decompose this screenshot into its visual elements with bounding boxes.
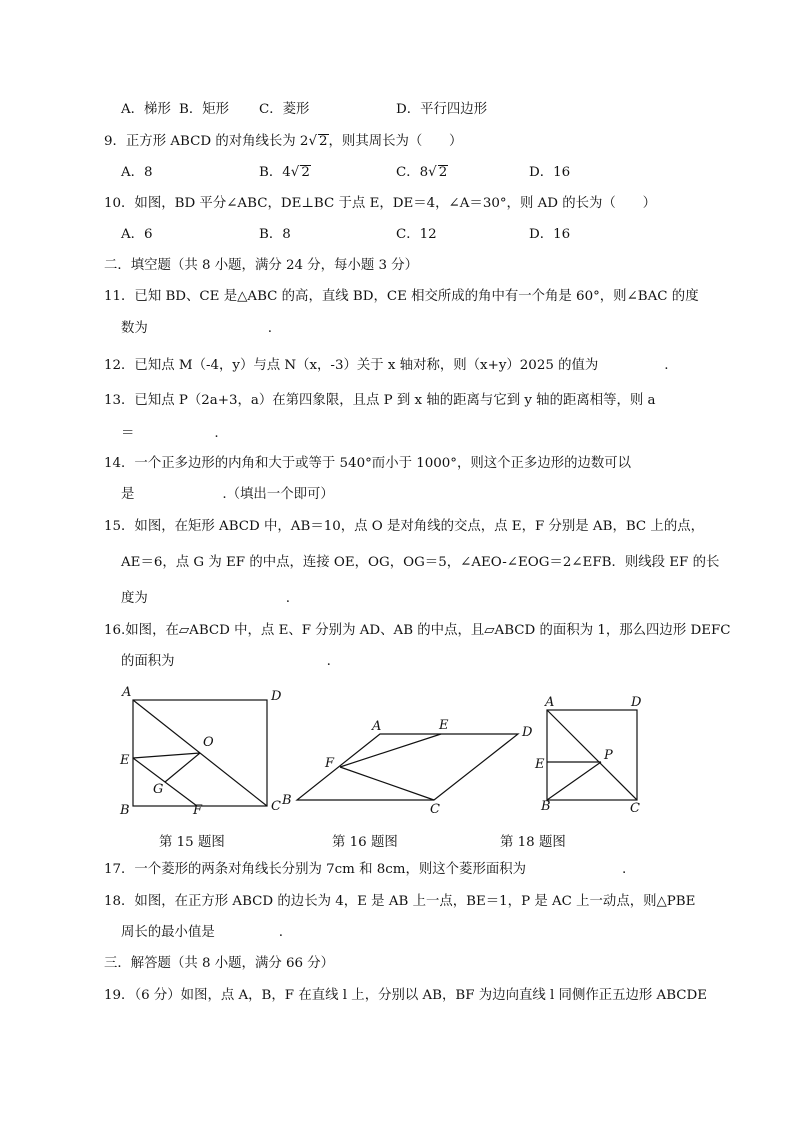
fig15-label-e: E [120, 753, 130, 768]
q15-line3: 度为 . [121, 591, 291, 606]
q8-option-d: D．平行四边形 [396, 102, 488, 117]
q15-line1: 15．如图，在矩形 ABCD 中，AB＝10，点 O 是对角线的交点，点 E，F 分别是 AB，BC 上的点， [104, 519, 704, 534]
fig18-label-p: P [604, 748, 613, 763]
q18-line1: 18．如图，在正方形 ABCD 的边长为 4，E 是 AB 上一点，BE＝1，P 是 AC 上一动点，则△PBE [104, 894, 696, 909]
q17-line1: 17．一个菱形的两条对角线长分别为 7cm 和 8cm，则这个菱形面积为 . [104, 862, 627, 877]
fig18-diagonal-ac [547, 710, 637, 800]
fig15-segment-eo [133, 753, 200, 758]
q9-stem: 9．正方形 ABCD 的对角线长为 2√ 2，则其周长为（ ） [104, 134, 463, 149]
q10-option-c: C．12 [396, 227, 437, 242]
q12-line1: 12．已知点 M（-4，y）与点 N（x，-3）关于 x 轴对称，则（x+y）2025 的值为 . [104, 358, 669, 373]
q8-option-b: B．矩形 [179, 102, 230, 117]
fig15-caption: 第 15 题图 [159, 835, 225, 850]
fig16-segment-fc [340, 767, 434, 800]
sqrt-symbol: √ 2 [308, 134, 328, 149]
fig15-label-c: C [271, 799, 281, 814]
fig16-caption: 第 16 题图 [332, 835, 398, 850]
q14-line1: 14．一个正多边形的内角和大于或等于 540°而小于 1000°，则这个正多边形的边数可以 [104, 456, 632, 471]
q16-line2: 的面积为 . [121, 654, 331, 669]
fig16-label-d: D [522, 725, 533, 740]
figures-row [0, 676, 794, 826]
q10-option-d: D．16 [529, 227, 571, 242]
q9-option-d: D．16 [529, 165, 571, 180]
section-3-heading: 三．解答题（共 8 小题，满分 66 分） [104, 956, 335, 971]
fig18-label-b: B [541, 799, 551, 814]
q14-line2: 是 .（填出一个即可） [121, 487, 334, 502]
fig16-label-c: C [430, 802, 440, 817]
q9-option-b: B．4√ 2 [259, 165, 310, 180]
fig15-label-b: B [120, 803, 130, 818]
fig18-label-e: E [535, 757, 545, 772]
fig18-caption: 第 18 题图 [500, 835, 566, 850]
q8-option-a: A．梯形 [121, 102, 171, 117]
figure-18 [547, 710, 637, 800]
q8-option-c: C．菱形 [259, 102, 310, 117]
q9-option-c: C．8√ 2 [396, 165, 448, 180]
q10-option-a: A．6 [121, 227, 153, 242]
fig15-segment-og [165, 753, 200, 782]
q16-line1: 16.如图，在▱ABCD 中，点 E、F 分别为 AD、AB 的中点，且▱ABCD 的面积为 1，那么四边形 DEFC [104, 623, 731, 638]
fig16-segment-ef [340, 734, 441, 767]
fig15-label-o: O [203, 735, 214, 750]
fig15-label-d: D [271, 689, 282, 704]
fig16-label-b: B [282, 793, 292, 808]
q13-line1: 13．已知点 P（2a+3，a）在第四象限，且点 P 到 x 轴的距离与它到 y 轴的距离相等，则 a [104, 393, 656, 408]
q11-line1: 11．已知 BD、CE 是△ABC 的高，直线 BD，CE 相交所成的角中有一个角是 60°，则∠BAC 的度 [104, 289, 699, 304]
fig16-label-a: A [372, 719, 382, 734]
fig15-label-a: A [122, 685, 132, 700]
fig18-label-c: C [630, 801, 640, 816]
fig16-label-f: F [325, 756, 335, 771]
q19-line1: 19．（6 分）如图，点 A，B，F 在直线 l 上，分别以 AB，BF 为边向直线 l 同侧作正五边形 ABCDE [104, 988, 708, 1003]
fig18-segment-pb [547, 762, 601, 800]
q10-option-b: B．8 [259, 227, 291, 242]
fig18-label-a: A [545, 695, 555, 710]
q15-line2: AE＝6，点 G 为 EF 的中点，连接 OE，OG，OG＝5，∠AEO-∠EOG＝2∠EFB．则线段 EF 的长 [121, 555, 720, 570]
q9-option-a: A．8 [121, 165, 153, 180]
q18-line2: 周长的最小值是 . [121, 925, 283, 940]
fig16-label-e: E [439, 718, 449, 733]
fig18-label-d: D [631, 695, 642, 710]
q13-line2: ＝ . [121, 426, 219, 441]
fig15-label-g: G [153, 782, 164, 797]
q10-stem: 10．如图，BD 平分∠ABC，DE⊥BC 于点 E，DE＝4，∠A＝30°，则 AD 的长为（ ） [104, 196, 656, 211]
fig15-label-f: F [193, 803, 203, 818]
section-2-heading: 二．填空题（共 8 小题，满分 24 分，每小题 3 分） [104, 258, 419, 273]
q11-line2: 数为 . [121, 321, 273, 336]
